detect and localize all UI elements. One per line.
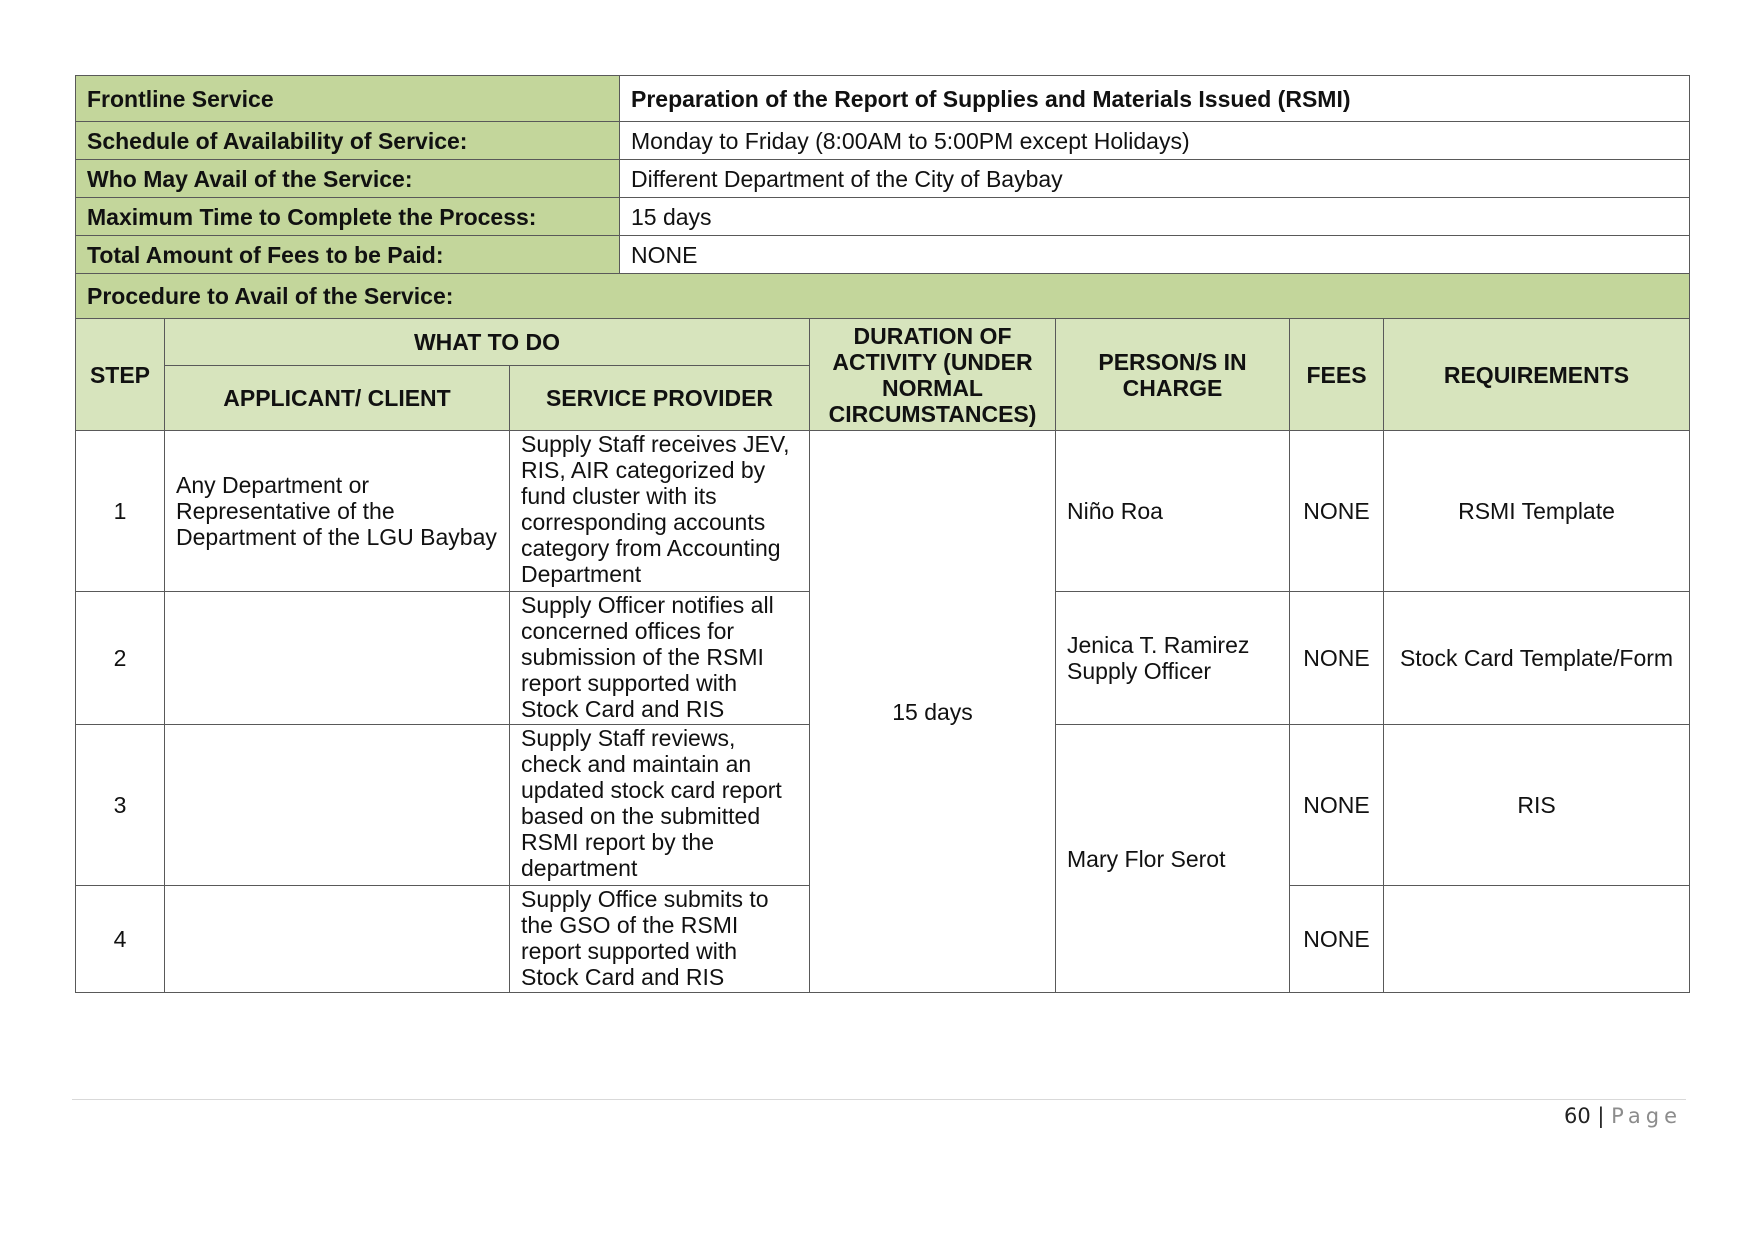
provider-action: Supply Office submits to the GSO of the RSMI report supported with Stock Card and RIS — [510, 886, 810, 993]
step-header: STEP — [76, 319, 165, 431]
step-fees: NONE — [1290, 886, 1384, 993]
provider-action: Supply Staff reviews, check and maintain an updated stock card report based on the submitted RSMI report by the department — [510, 725, 810, 886]
step-fees: NONE — [1290, 431, 1384, 592]
total-fees-value: NONE — [620, 236, 1690, 274]
requirements-header: REQUIREMENTS — [1384, 319, 1690, 431]
frontline-service-row — [76, 76, 1690, 122]
step-requirements: Stock Card Template/Form — [1384, 592, 1690, 725]
step-number: 1 — [76, 431, 165, 592]
applicant-action — [165, 592, 510, 725]
header-row-1 — [76, 319, 1690, 366]
procedure-label: Procedure to Avail of the Service: — [76, 274, 1690, 319]
applicant-action: Any Department or Representative of the Department of the LGU Baybay — [165, 431, 510, 592]
person-in-charge: Mary Flor Serot — [1056, 725, 1290, 993]
who-may-avail-label: Who May Avail of the Service: — [76, 160, 620, 198]
step-fees: NONE — [1290, 592, 1384, 725]
provider-action: Supply Officer notifies all concerned offices for submission of the RSMI report supported with Stock Card and RIS — [510, 592, 810, 725]
footer-divider — [72, 1099, 1686, 1100]
footer-separator: | — [1597, 1104, 1605, 1128]
step-requirements — [1384, 886, 1690, 993]
schedule-row — [76, 122, 1690, 160]
step-fees: NONE — [1290, 725, 1384, 886]
persons-in-charge-header: PERSON/S IN CHARGE — [1056, 319, 1290, 431]
total-fees-row — [76, 236, 1690, 274]
provider-action: Supply Staff receives JEV, RIS, AIR categorized by fund cluster with its corresponding accounts category from Accounting Department — [510, 431, 810, 592]
person-in-charge: Jenica T. Ramirez Supply Officer — [1056, 592, 1290, 725]
table-row — [76, 431, 1690, 592]
service-info-table — [75, 75, 1690, 319]
total-fees-label: Total Amount of Fees to be Paid: — [76, 236, 620, 274]
max-time-label: Maximum Time to Complete the Process: — [76, 198, 620, 236]
person-in-charge: Niño Roa — [1056, 431, 1290, 592]
applicant-action — [165, 725, 510, 886]
max-time-row — [76, 198, 1690, 236]
duration-value: 15 days — [810, 431, 1056, 993]
citizens-charter-page — [75, 75, 1689, 993]
fees-header: FEES — [1290, 319, 1384, 431]
step-number: 2 — [76, 592, 165, 725]
service-provider-header: SERVICE PROVIDER — [510, 366, 810, 431]
page-footer — [1564, 1102, 1682, 1130]
schedule-value: Monday to Friday (8:00AM to 5:00PM except Holidays) — [620, 122, 1690, 160]
applicant-header: APPLICANT/ CLIENT — [165, 366, 510, 431]
what-to-do-header: WHAT TO DO — [165, 319, 810, 366]
who-may-avail-value: Different Department of the City of Baybay — [620, 160, 1690, 198]
procedure-row — [76, 274, 1690, 319]
procedure-table — [75, 318, 1690, 993]
page-number: 60 — [1563, 1104, 1591, 1128]
max-time-value: 15 days — [620, 198, 1690, 236]
frontline-service-value: Preparation of the Report of Supplies and Materials Issued (RSMI) — [620, 76, 1690, 122]
page-word: Page — [1611, 1104, 1682, 1128]
applicant-action — [165, 886, 510, 993]
who-may-avail-row — [76, 160, 1690, 198]
step-requirements: RSMI Template — [1384, 431, 1690, 592]
frontline-service-label: Frontline Service — [76, 76, 620, 122]
step-number: 4 — [76, 886, 165, 993]
duration-header: DURATION OF ACTIVITY (UNDER NORMAL CIRCUMSTANCES) — [810, 319, 1056, 431]
schedule-label: Schedule of Availability of Service: — [76, 122, 620, 160]
step-number: 3 — [76, 725, 165, 886]
step-requirements: RIS — [1384, 725, 1690, 886]
